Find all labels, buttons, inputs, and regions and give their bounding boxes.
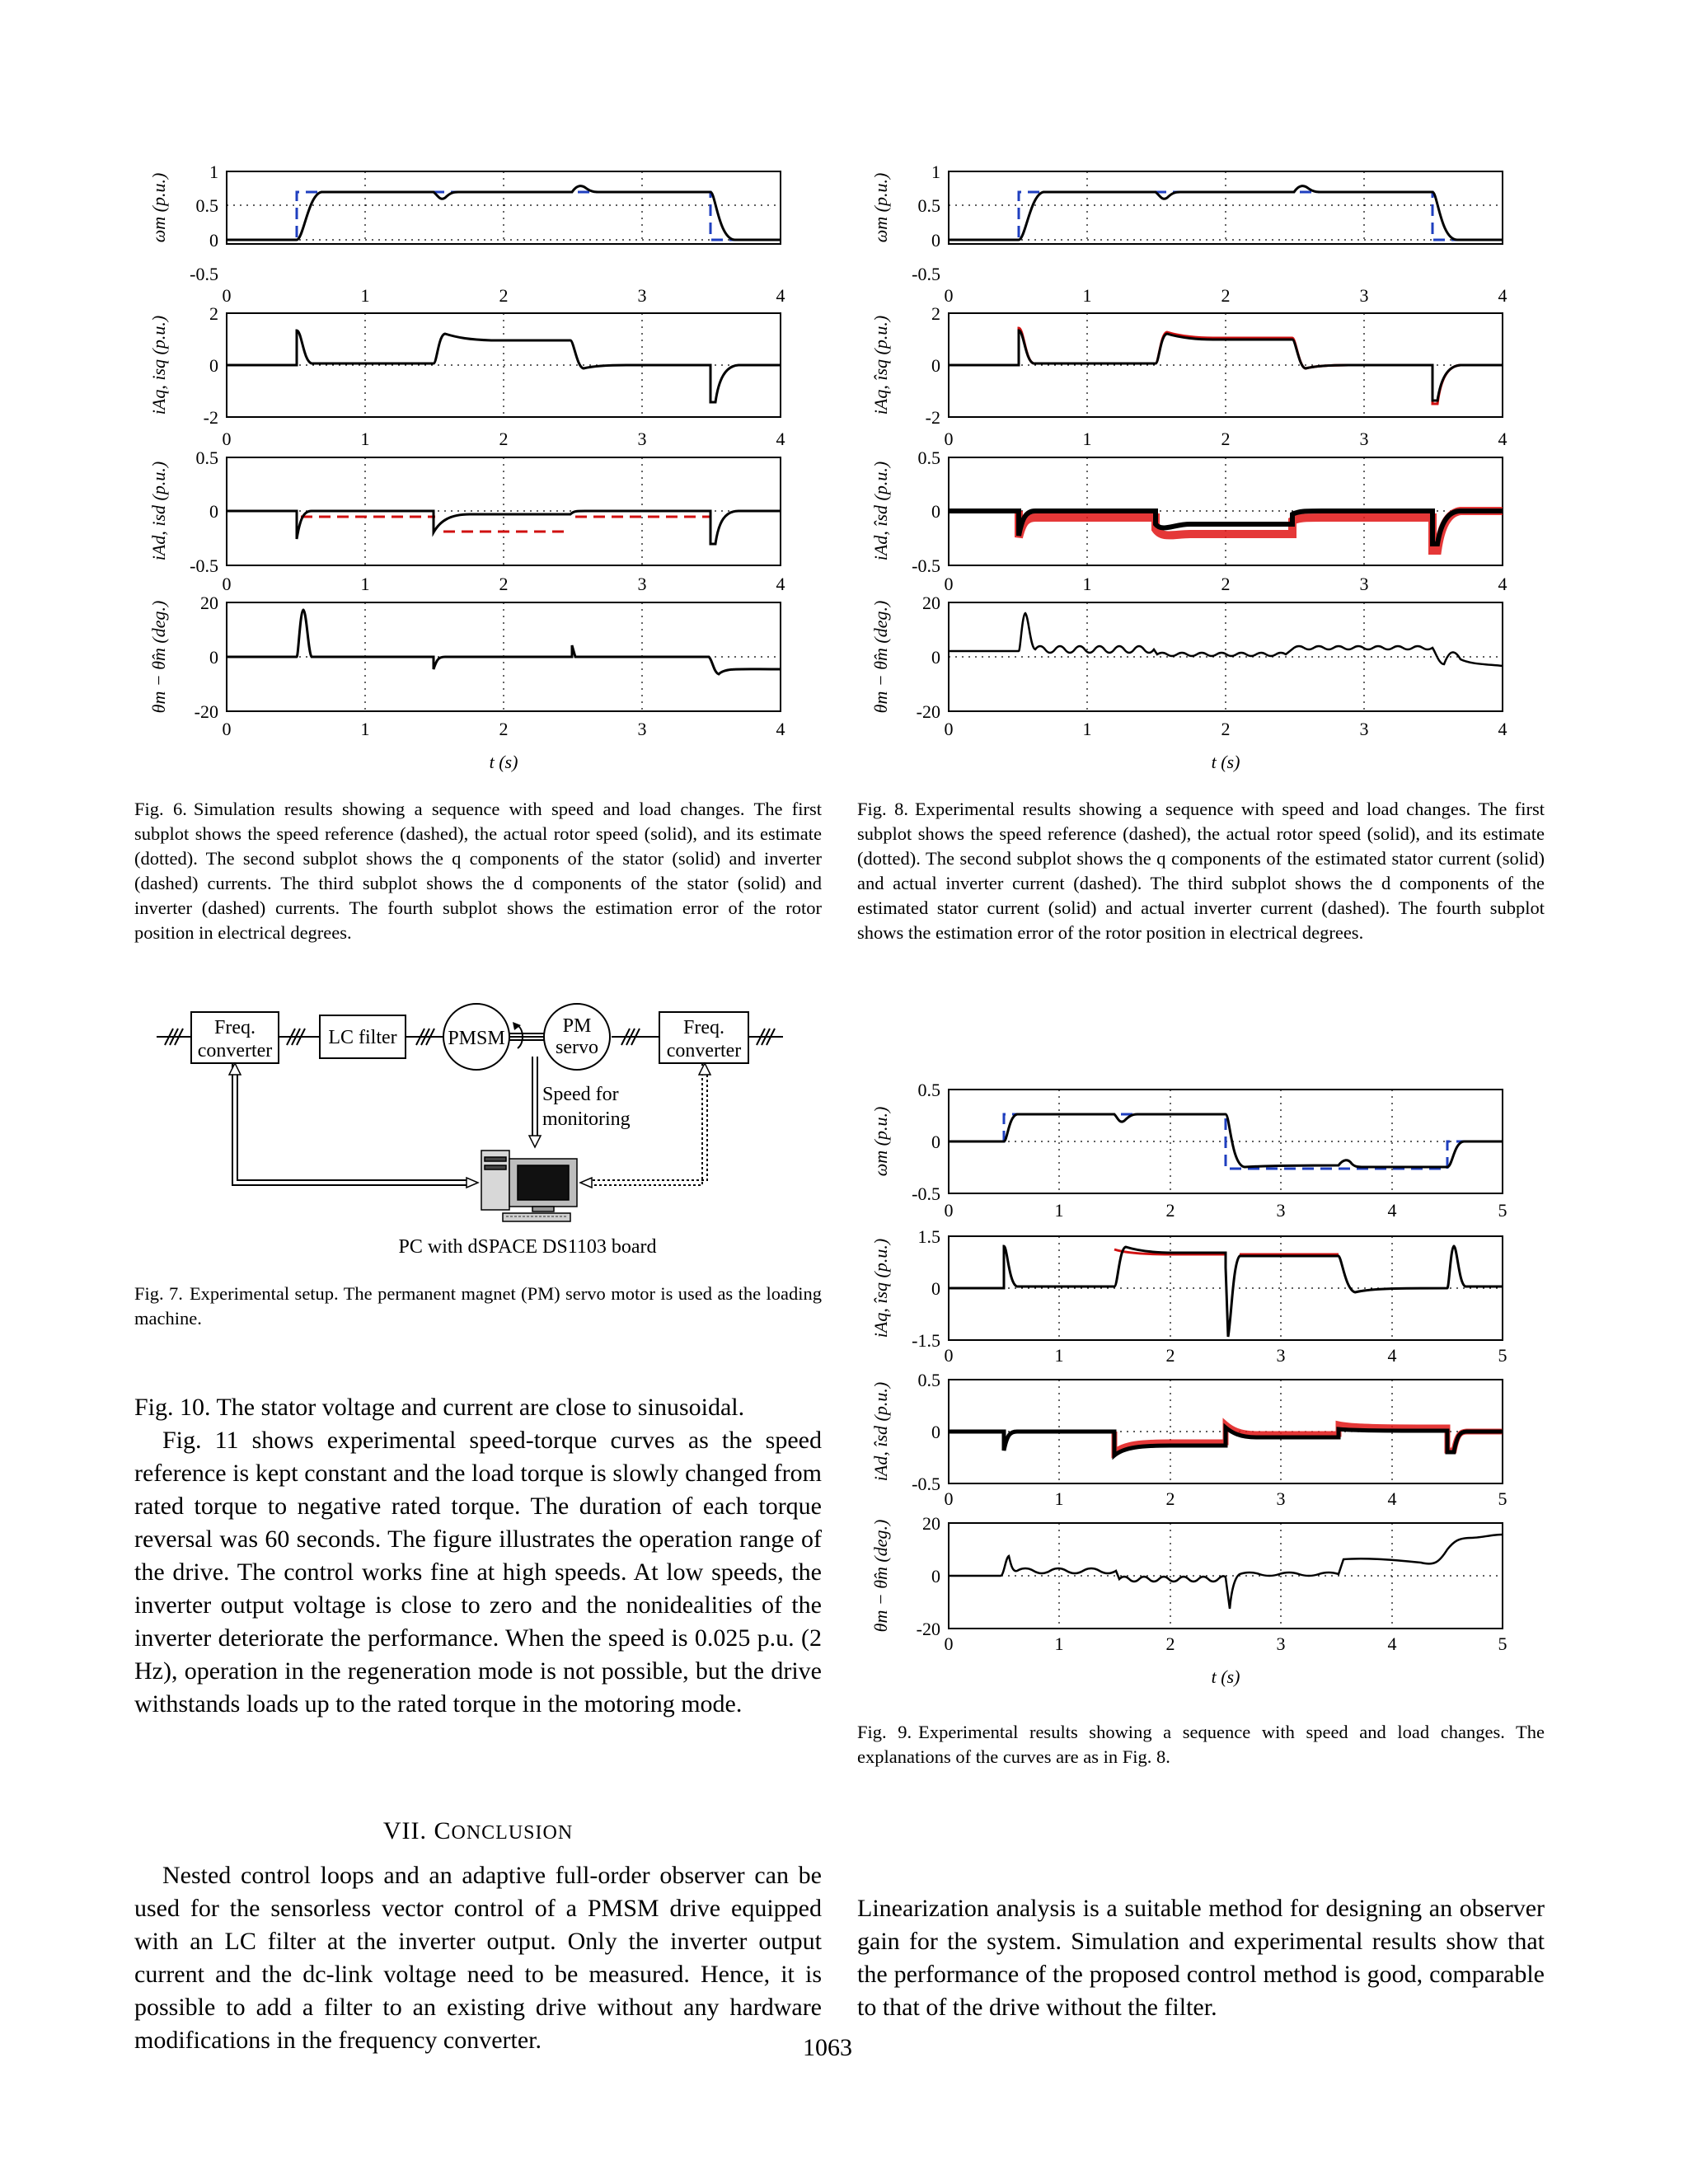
- fig9-ytick: 0: [931, 1132, 940, 1152]
- fig6-xtick: 3: [637, 429, 647, 449]
- fig9-xtick: 5: [1498, 1200, 1507, 1221]
- fig8-xlabel: t (s): [1211, 752, 1240, 772]
- fig8-ylabel: ωm (p.u.): [870, 172, 891, 243]
- freq-converter-right-label-1: Freq.: [683, 1017, 724, 1038]
- fig8-xtick: 1: [1082, 719, 1092, 739]
- fig6-xtick: 2: [499, 719, 509, 739]
- fig6-caption-label: Fig. 6.: [134, 799, 187, 819]
- fig9-ytick: 0: [931, 1278, 940, 1299]
- fig6-ylabel: ωm (p.u.): [148, 172, 169, 243]
- fig9-xtick: 3: [1276, 1200, 1286, 1221]
- fig8-xtick: 4: [1498, 429, 1507, 449]
- fig8-ytick: -2: [925, 407, 940, 428]
- lc-filter-label: LC filter: [328, 1027, 397, 1048]
- fig8-position-error-curve: [949, 613, 1503, 666]
- fig6-ylabel: iAq, isq (p.u.): [148, 315, 169, 415]
- section-number: VII.: [382, 1817, 427, 1844]
- freq-converter-right-label-2: converter: [666, 1040, 742, 1062]
- fig9-xtick: 4: [1387, 1633, 1397, 1654]
- fig8-ytick: -0.5: [912, 264, 940, 284]
- fig8-ytick: 2: [931, 303, 940, 324]
- fig6-ytick: 2: [209, 303, 218, 324]
- fig8-caption-label: Fig. 8.: [857, 799, 908, 819]
- fig8-xtick: 0: [944, 719, 954, 739]
- fig6-caption: [134, 797, 822, 945]
- fig6-xtick: 2: [499, 429, 509, 449]
- fig9-position-error-curve: [949, 1535, 1503, 1609]
- fig9-xtick: 1: [1054, 1488, 1064, 1509]
- pmsm-label: PMSM: [448, 1028, 505, 1049]
- fig6-xtick: 1: [360, 574, 370, 594]
- fig6-ytick: -2: [203, 407, 218, 428]
- fig8-ytick: 20: [922, 593, 940, 613]
- fig9-xtick: 0: [944, 1633, 954, 1654]
- fig9-ytick: 0: [931, 1566, 940, 1586]
- section-title-rest: ONCLUSION: [451, 1822, 574, 1844]
- fig7-caption-text: Experimental setup. The permanent magnet (PM) servo motor is used as the loading machine.: [134, 1283, 823, 1329]
- left-to-pc-arrow-icon: [467, 1178, 478, 1188]
- fig6-xtick: 0: [222, 574, 232, 594]
- pc-computer-icon: [481, 1151, 577, 1221]
- fig9-caption-label: Fig. 9.: [857, 1722, 912, 1742]
- fig6-xtick: 0: [222, 719, 232, 739]
- fig6-xtick: 1: [360, 285, 370, 306]
- fig9-ylabel: iAq, îsq (p.u.): [870, 1238, 891, 1338]
- fig9-ytick: 20: [922, 1513, 940, 1534]
- fig6-caption-text: Simulation results showing a sequence with speed and load changes. The first subplot shows the speed reference (dashed), the actual rotor speed (solid), and its estimate (dotted). The second subplot shows the q components of the stator (solid) and inverter (dashed) currents. The third subplot shows the d components of the stator (solid) and inverter (dashed) currents. The fourth subplot shows the estimation error of the rotor position in electrical degrees.: [134, 799, 822, 943]
- fig9-xtick: 2: [1165, 1200, 1175, 1221]
- fig8-ytick: -0.5: [912, 555, 940, 576]
- fig9-ylabel: θm − θ̂m (deg.): [870, 1519, 891, 1633]
- fig8-xtick: 3: [1359, 574, 1369, 594]
- fig9-xtick: 4: [1387, 1200, 1397, 1221]
- freq-converter-left-label-2: converter: [197, 1040, 273, 1062]
- fig6-xtick: 3: [637, 574, 647, 594]
- conclusion-right: [857, 1892, 1545, 2024]
- fig6-xtick: 1: [360, 719, 370, 739]
- fig9-ytick: -1.5: [912, 1330, 940, 1351]
- conclusion-left: [134, 1859, 822, 2057]
- fig8-ytick: 1: [931, 162, 940, 182]
- fig9-speed-reference-curve: [949, 1114, 1503, 1169]
- fig9-xtick: 0: [944, 1200, 954, 1221]
- fig8-ylabel: iAq, îsq (p.u.): [870, 315, 891, 415]
- freq-converter-left-label-1: Freq.: [214, 1017, 256, 1038]
- fig8-ylabel: θm − θ̂m (deg.): [870, 600, 891, 714]
- fig9-ytick: 0: [931, 1422, 940, 1442]
- fig8-ytick: 0: [931, 501, 940, 522]
- fig8-xtick: 2: [1221, 719, 1231, 739]
- fig6-ytick: 0: [209, 230, 218, 251]
- fig8-ytick: 0: [931, 230, 940, 251]
- fig6-xlabel: t (s): [489, 752, 518, 772]
- conclusion-paragraph-left: Nested control loops and an adaptive full-order observer can be used for the sensorless vector control of a PMSM drive equipped with an LC filter at the inverter output. Only the inverter output current and the dc-link voltage need to be measured. Hence, it is possible to add a filter to an existing drive without any hardware modifications in the frequency converter.: [134, 1862, 822, 2054]
- fig9-xtick: 1: [1054, 1200, 1064, 1221]
- fig8-xtick: 2: [1221, 574, 1231, 594]
- fig8-xtick: 2: [1221, 429, 1231, 449]
- fig8-xtick: 1: [1082, 429, 1092, 449]
- fig8-xtick: 0: [944, 429, 954, 449]
- fig8-xtick: 1: [1082, 574, 1092, 594]
- section-heading: [134, 1817, 822, 1845]
- fig8-ytick: 0.5: [917, 195, 940, 216]
- fig7-caption: [134, 1282, 822, 1331]
- fig9-xtick: 2: [1165, 1633, 1175, 1654]
- fig9-caption-text: Experimental results showing a sequence with speed and load changes. The explanations of the curves are as in Fig. 8.: [857, 1722, 1545, 1767]
- fig6-xtick: 4: [776, 574, 785, 594]
- fig6-ylabel: iAd, isd (p.u.): [148, 461, 169, 561]
- fig8-ytick: 0.5: [917, 448, 940, 468]
- fig6-xtick: 4: [776, 719, 785, 739]
- fig8-ytick: -20: [916, 701, 940, 722]
- fig9-xtick: 3: [1276, 1345, 1286, 1366]
- fig6-ytick: 0.5: [195, 448, 218, 468]
- fig6-ytick: 0: [209, 647, 218, 668]
- fig6-chart: [0, 0, 844, 783]
- fig9-ylabel: ωm (p.u.): [870, 1106, 891, 1177]
- fig6-xtick: 0: [222, 285, 232, 306]
- fig8-xtick: 4: [1498, 719, 1507, 739]
- fig8-xtick: 0: [944, 574, 954, 594]
- conclusion-paragraph-right: Linearization analysis is a suitable method for designing an observer gain for the system. Simulation and experimental results show that the performance of the proposed control method is good, comparable to that of the drive without the filter.: [857, 1895, 1545, 2021]
- body-paragraph: Fig. 11 shows experimental speed-torque curves as the speed reference is kept constant and the load torque is slowly changed from rated torque to negative rated torque. The duration of each torque reversal was 60 seconds. The figure illustrates the operation range of the drive. The control works fine at high speeds. At low speeds, the inverter output voltage is close to zero and the nonidealities of the inverter deteriorate the performance. When the speed is 0.025 p.u. (2 Hz), operation in the regeneration mode is not possible, but the drive withstands loads up to the rated torque in the motoring mode.: [134, 1427, 822, 1718]
- fig9-xtick: 2: [1165, 1488, 1175, 1509]
- fig8-xtick: 4: [1498, 574, 1507, 594]
- pc-to-right-arrow-icon: [580, 1178, 592, 1188]
- fig6-ytick: -0.5: [190, 264, 218, 284]
- fig9-xtick: 4: [1387, 1488, 1397, 1509]
- fig7-setup-diagram: [140, 997, 799, 1269]
- fig9-ytick: 0.5: [917, 1370, 940, 1390]
- fig9-xtick: 1: [1054, 1345, 1064, 1366]
- fig8-xtick: 3: [1359, 429, 1369, 449]
- fig8-xtick: 1: [1082, 285, 1092, 306]
- fig9-ytick: -0.5: [912, 1474, 940, 1494]
- fig6-ytick: 0.5: [195, 195, 218, 216]
- body-left-column: [134, 1391, 822, 1721]
- fig9-xlabel: t (s): [1211, 1666, 1240, 1687]
- fig8-ytick: 0: [931, 647, 940, 668]
- body-paragraph: Fig. 10. The stator voltage and current are close to sinusoidal.: [134, 1394, 745, 1421]
- fig8-xtick: 4: [1498, 285, 1507, 306]
- fig6-xtick: 2: [499, 574, 509, 594]
- fig8-ylabel: iAd, îsd (p.u.): [870, 461, 891, 561]
- fig6-xtick: 2: [499, 285, 509, 306]
- fig9-xtick: 0: [944, 1488, 954, 1509]
- fig9-xtick: 1: [1054, 1633, 1064, 1654]
- fig8-id-inverter-band: [1019, 511, 1503, 551]
- fig9-xtick: 0: [944, 1345, 954, 1366]
- fig9-xtick: 3: [1276, 1488, 1286, 1509]
- fig9-xtick: 5: [1498, 1633, 1507, 1654]
- right-feedback-arrow-icon: [699, 1063, 710, 1075]
- fig8-ytick: 0: [931, 355, 940, 376]
- fig9-caption: [857, 1720, 1545, 1769]
- fig9-xtick: 5: [1498, 1488, 1507, 1509]
- fig6-xtick: 1: [360, 429, 370, 449]
- fig9-ytick: -20: [916, 1619, 940, 1639]
- speed-monitoring-label-1: Speed for: [542, 1084, 619, 1105]
- fig8-xtick: 3: [1359, 285, 1369, 306]
- page-number: 1063: [803, 2034, 852, 2061]
- pm-servo-label-2: servo: [556, 1037, 598, 1058]
- speed-monitoring-label-2: monitoring: [542, 1108, 631, 1130]
- fig8-chart: [844, 0, 1688, 783]
- fig9-ytick: 1.5: [917, 1226, 940, 1247]
- fig6-ytick: 1: [209, 162, 218, 182]
- pc-label: PC with dSPACE DS1103 board: [398, 1236, 657, 1258]
- fig9-ylabel: iAd, îsd (p.u.): [870, 1381, 891, 1482]
- fig8-caption: [857, 797, 1545, 945]
- fig9-ytick: 0.5: [917, 1080, 940, 1100]
- fig8-xtick: 0: [944, 285, 954, 306]
- fig8-caption-text: Experimental results showing a sequence with speed and load changes. The first subplot shows the speed reference (dashed), the actual rotor speed (solid), and its estimate (dotted). The second subplot shows the q components of the estimated stator current (solid) and actual inverter current (dashed). The third subplot shows the d components of the estimated stator current (solid) and actual inverter current (dashed). The fourth subplot shows the estimation error of the rotor position in electrical degrees.: [857, 799, 1545, 943]
- fig8-xtick: 2: [1221, 285, 1231, 306]
- left-feedback-arrow-icon: [229, 1063, 241, 1075]
- fig8-xtick: 3: [1359, 719, 1369, 739]
- fig6-ylabel: θm − θ̂m (deg.): [148, 600, 169, 714]
- fig6-xtick: 4: [776, 429, 785, 449]
- pm-servo-label-1: PM: [562, 1015, 592, 1037]
- fig9-xtick: 3: [1276, 1633, 1286, 1654]
- fig9-xtick: 4: [1387, 1345, 1397, 1366]
- speed-arrow-icon: [529, 1136, 541, 1147]
- fig6-ytick: -20: [194, 701, 218, 722]
- fig9-iq-stator-curve: [949, 1246, 1503, 1337]
- fig6-ytick: 0: [209, 355, 218, 376]
- fig6-xtick: 0: [222, 429, 232, 449]
- fig6-xtick: 3: [637, 719, 647, 739]
- fig9-id-stator-band: [949, 1427, 1503, 1455]
- fig9-xtick: 5: [1498, 1345, 1507, 1366]
- fig6-ytick: -0.5: [190, 555, 218, 576]
- fig6-ytick: 0: [209, 501, 218, 522]
- fig9-chart: [844, 1071, 1688, 1706]
- section-title-initial: C: [434, 1817, 452, 1844]
- fig9-xtick: 2: [1165, 1345, 1175, 1366]
- fig6-ytick: 20: [200, 593, 218, 613]
- fig7-caption-label: Fig. 7.: [134, 1283, 183, 1304]
- fig6-xtick: 4: [776, 285, 785, 306]
- fig6-xtick: 3: [637, 285, 647, 306]
- fig9-ytick: -0.5: [912, 1183, 940, 1204]
